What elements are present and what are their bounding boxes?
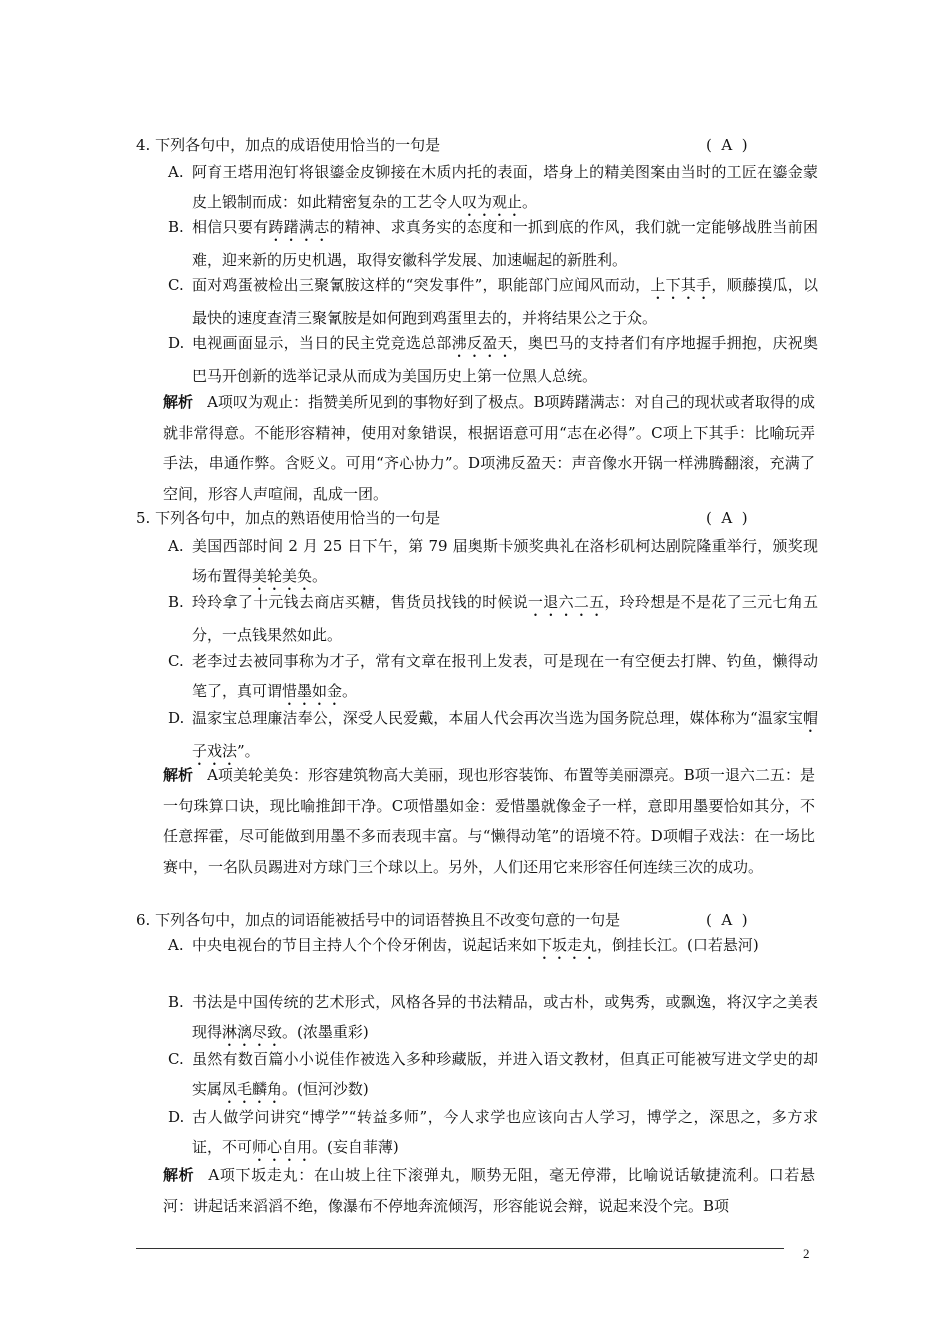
dotted-phrase: 凤毛麟角 (222, 1080, 283, 1098)
question-6-answer: ( A ) (706, 911, 748, 929)
q6-option-c: C. 虽然有数百篇小小说佳作被选入多种珍藏版，并进入语文教材，但真正可能被写进文学史的却实属凤毛麟角。(恒河沙数) (168, 1050, 818, 1098)
explanation-label: 解析 (163, 1166, 195, 1184)
q4-option-a: A. 阿育王塔用泡钉将银鎏金皮铆接在木质内托的表面，塔身上的精美图案由当时的工匠在鎏金蒙皮上锻制而成：如此精密复杂的工艺令人叹为观止。 (168, 163, 818, 211)
q5-option-a: A. 美国西部时间 2 月 25 日下午，第 79 届奥斯卡颁奖典礼在洛杉矶柯达剧院隆重举行，颁奖现场布置得美轮美奂。 (168, 537, 818, 585)
dotted-phrase: 上下其手 (650, 276, 712, 294)
explanation-label: 解析 (163, 393, 194, 411)
dotted-phrase: 踌躇满志 (268, 218, 330, 236)
q4-option-b: B. 相信只要有踌躇满志的精神、求真务实的态度和一抓到底的作风，我们就一定能够战胜当前困难，迎来新的历史机遇，取得安徽科学发展、加速崛起的新胜利。 (168, 218, 818, 269)
q5-option-c: C. 老李过去被同事称为才子，常有文章在报刊上发表，可是现在一有空便去打牌、钓鱼，懒得动笔了，真可谓惜墨如金。 (168, 652, 818, 700)
q6-explanation: 解析 A项下坂走丸：在山坡上往下滚弹丸，顺势无阻，毫无停滞，比喻说话敏捷流利。口若悬河：讲起话来滔滔不绝，像瀑布不停地奔流倾泻，形容能说会辩，说起来没个完。B项 (163, 1166, 815, 1215)
dotted-phrase: 帽子戏法 (192, 709, 818, 760)
question-4-stem: 4. 下列各句中，加点的成语使用恰当的一句是 ( A ) (136, 136, 748, 154)
dotted-phrase: 惜墨如金 (282, 682, 343, 700)
q6-option-d: D. 古人做学问讲究“博学”“转益多师”，今人求学也应该向古人学习，博学之，深思之，多方求证，不可师心自用。(妄自菲薄) (168, 1108, 818, 1156)
q5-option-d: D. 温家宝总理廉洁奉公，深受人民爱戴，本届人代会再次当选为国务院总理，媒体称为“温家宝帽子戏法”。 (168, 709, 818, 760)
question-6-stem: 6. 下列各句中，加点的词语能被括号中的词语替换且不改变句意的一句是 ( A ) (136, 911, 748, 929)
q4-option-d: D. 电视画面显示，当日的民主党竞选总部沸反盈天，奥巴马的支持者们有序地握手拥抱，庆祝奥巴马开创新的选举记录从而成为美国历史上第一位黑人总统。 (168, 334, 818, 385)
q4-explanation: 解析 A项叹为观止：指赞美所见到的事物好到了极点。B项踌躇满志：对自己的现状或者取得的成就非常得意。不能形容精神，使用对象错误，根据语意可用“志在必得”。C项上下其手：比喻玩弄手法，串通作弊。含贬义。可用“齐心协力”。D项沸反盈天：声音像水开锅一样沸腾翻滚，充满了空间，形容人声喧闹，乱成一团。 (163, 393, 815, 503)
q6-option-b: B. 书法是中国传统的艺术形式，风格各异的书法精品，或古朴，或隽秀，或飘逸，将汉字之美表现得淋漓尽致。(浓墨重彩) (168, 993, 818, 1041)
footer-divider (136, 1248, 784, 1249)
explanation-label: 解析 (163, 766, 194, 784)
question-5-stem: 5. 下列各句中，加点的熟语使用恰当的一句是 ( A ) (136, 509, 748, 527)
q6-option-a: A. 中央电视台的节目主持人个个伶牙俐齿，说起话来如下坂走丸，倒挂长江。(口若悬河) (168, 936, 759, 954)
dotted-phrase: 美轮美奂 (252, 567, 313, 585)
dotted-phrase: 一退六二五 (528, 593, 605, 611)
q4-option-c: C. 面对鸡蛋被检出三聚氰胺这样的“突发事件”，职能部门应闻风而动，上下其手，顺藤摸瓜，以最快的速度查清三聚氰胺是如何跑到鸡蛋里去的，并将结果公之于众。 (168, 276, 818, 327)
page-number: 2 (803, 1246, 810, 1261)
dotted-phrase: 叹为观止 (462, 193, 523, 211)
question-5-answer: ( A ) (706, 509, 748, 527)
q5-option-b: B. 玲玲拿了十元钱去商店买糖，售货员找钱的时候说一退六二五，玲玲想是不是花了三元七角五分，一点钱果然如此。 (168, 593, 818, 644)
q5-explanation: 解析 A项美轮美奂：形容建筑物高大美丽，现也形容装饰、布置等美丽漂亮。B项一退六二五：是一句珠算口诀，现比喻推卸干净。C项惜墨如金：爱惜墨就像金子一样，意即用墨要恰如其分，不任意挥霍，尽可能做到用墨不多而表现丰富。与“懒得动笔”的语境不符。D项帽子戏法：在一场比赛中，一名队员踢进对方球门三个球以上。另外，人们还用它来形容任何连续三次的成功。 (163, 766, 815, 876)
dotted-phrase: 师心自用 (252, 1138, 313, 1156)
dotted-phrase: 沸反盈天 (451, 334, 513, 352)
dotted-phrase: 下坂走丸 (537, 936, 598, 954)
dotted-phrase: 淋漓尽致 (222, 1023, 283, 1041)
question-4-answer: ( A ) (706, 136, 748, 154)
